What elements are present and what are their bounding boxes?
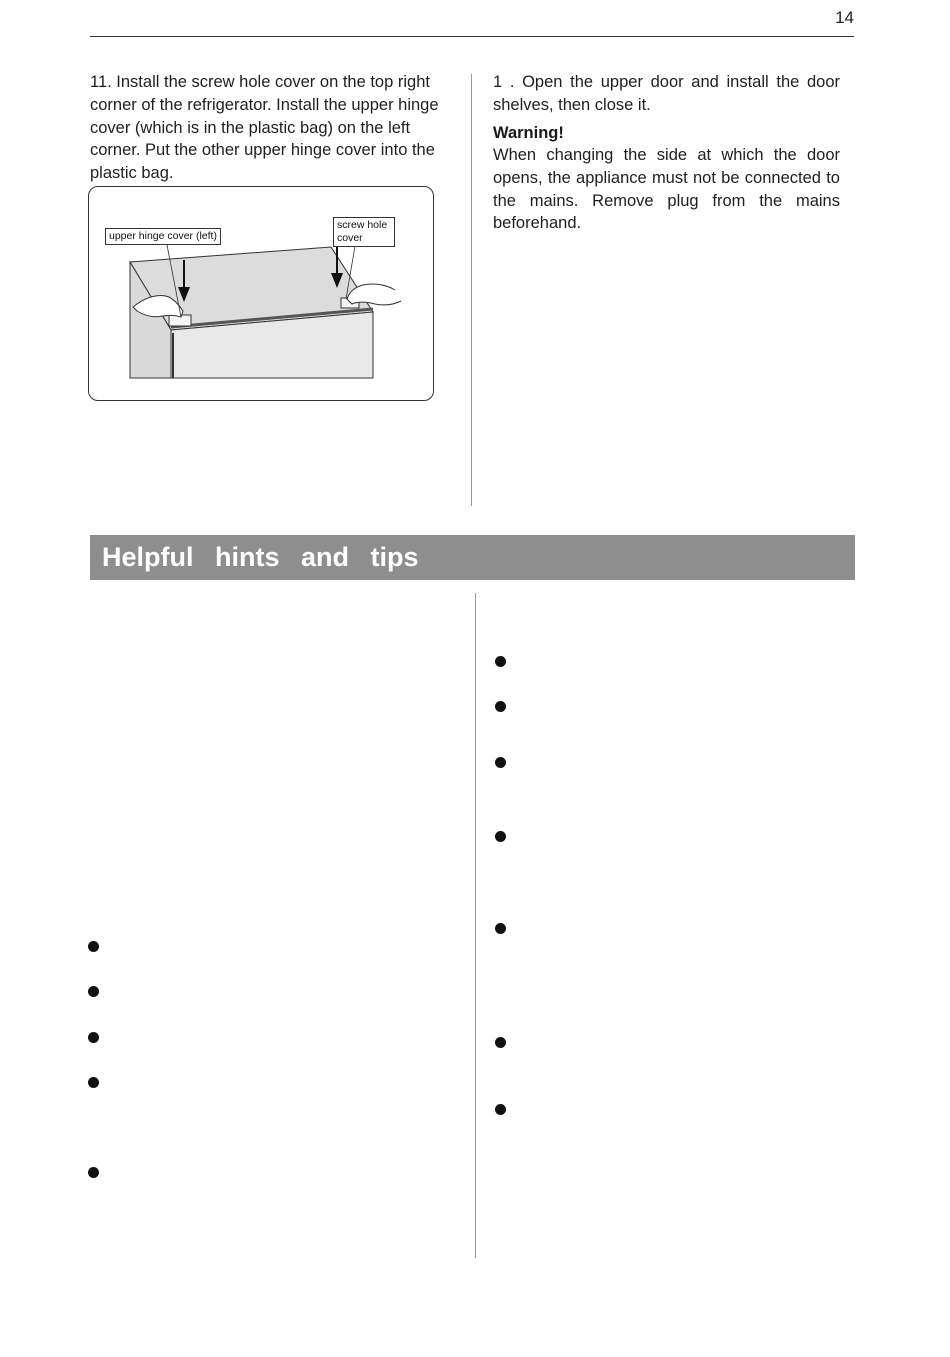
installation-figure: [88, 186, 434, 401]
warning-text: When changing the side at which the door opens, the appliance must not be connected to the mains. Remove plug from the mains beforehand.: [493, 146, 840, 233]
bullet-left-5: [88, 1167, 99, 1178]
bullet-right-1: [495, 656, 506, 667]
callout-upper-hinge-cover: upper hinge cover (left): [105, 228, 221, 245]
step-1-text: 1 . Open the upper door and install the door shelves, then close it.: [493, 73, 840, 114]
bullet-left-4: [88, 1077, 99, 1088]
bullet-right-7: [495, 1104, 506, 1115]
bullet-right-3: [495, 757, 506, 768]
warning-heading: Warning!: [493, 124, 564, 142]
header-rule: [90, 36, 854, 37]
vertical-divider-bottom: [475, 593, 476, 1258]
vertical-divider-top: [471, 74, 472, 506]
page-number: 14: [835, 8, 854, 27]
bullet-right-6: [495, 1037, 506, 1048]
bullet-left-2: [88, 986, 99, 997]
step-11-text: 11. Install the screw hole cover on the top right corner of the refrigerator. Install the upper hinge cover (which is in the plastic bag) on the left corner. Put the other upper hinge cover into the plastic bag.: [90, 73, 439, 183]
callout-screw-hole-cover: screw hole cover: [333, 217, 395, 247]
bullet-right-4: [495, 831, 506, 842]
bullet-left-1: [88, 941, 99, 952]
bullet-left-3: [88, 1032, 99, 1043]
section-title: Helpful hints and tips: [102, 542, 419, 572]
section-banner: [90, 535, 855, 580]
bullet-right-5: [495, 923, 506, 934]
bullet-right-2: [495, 701, 506, 712]
